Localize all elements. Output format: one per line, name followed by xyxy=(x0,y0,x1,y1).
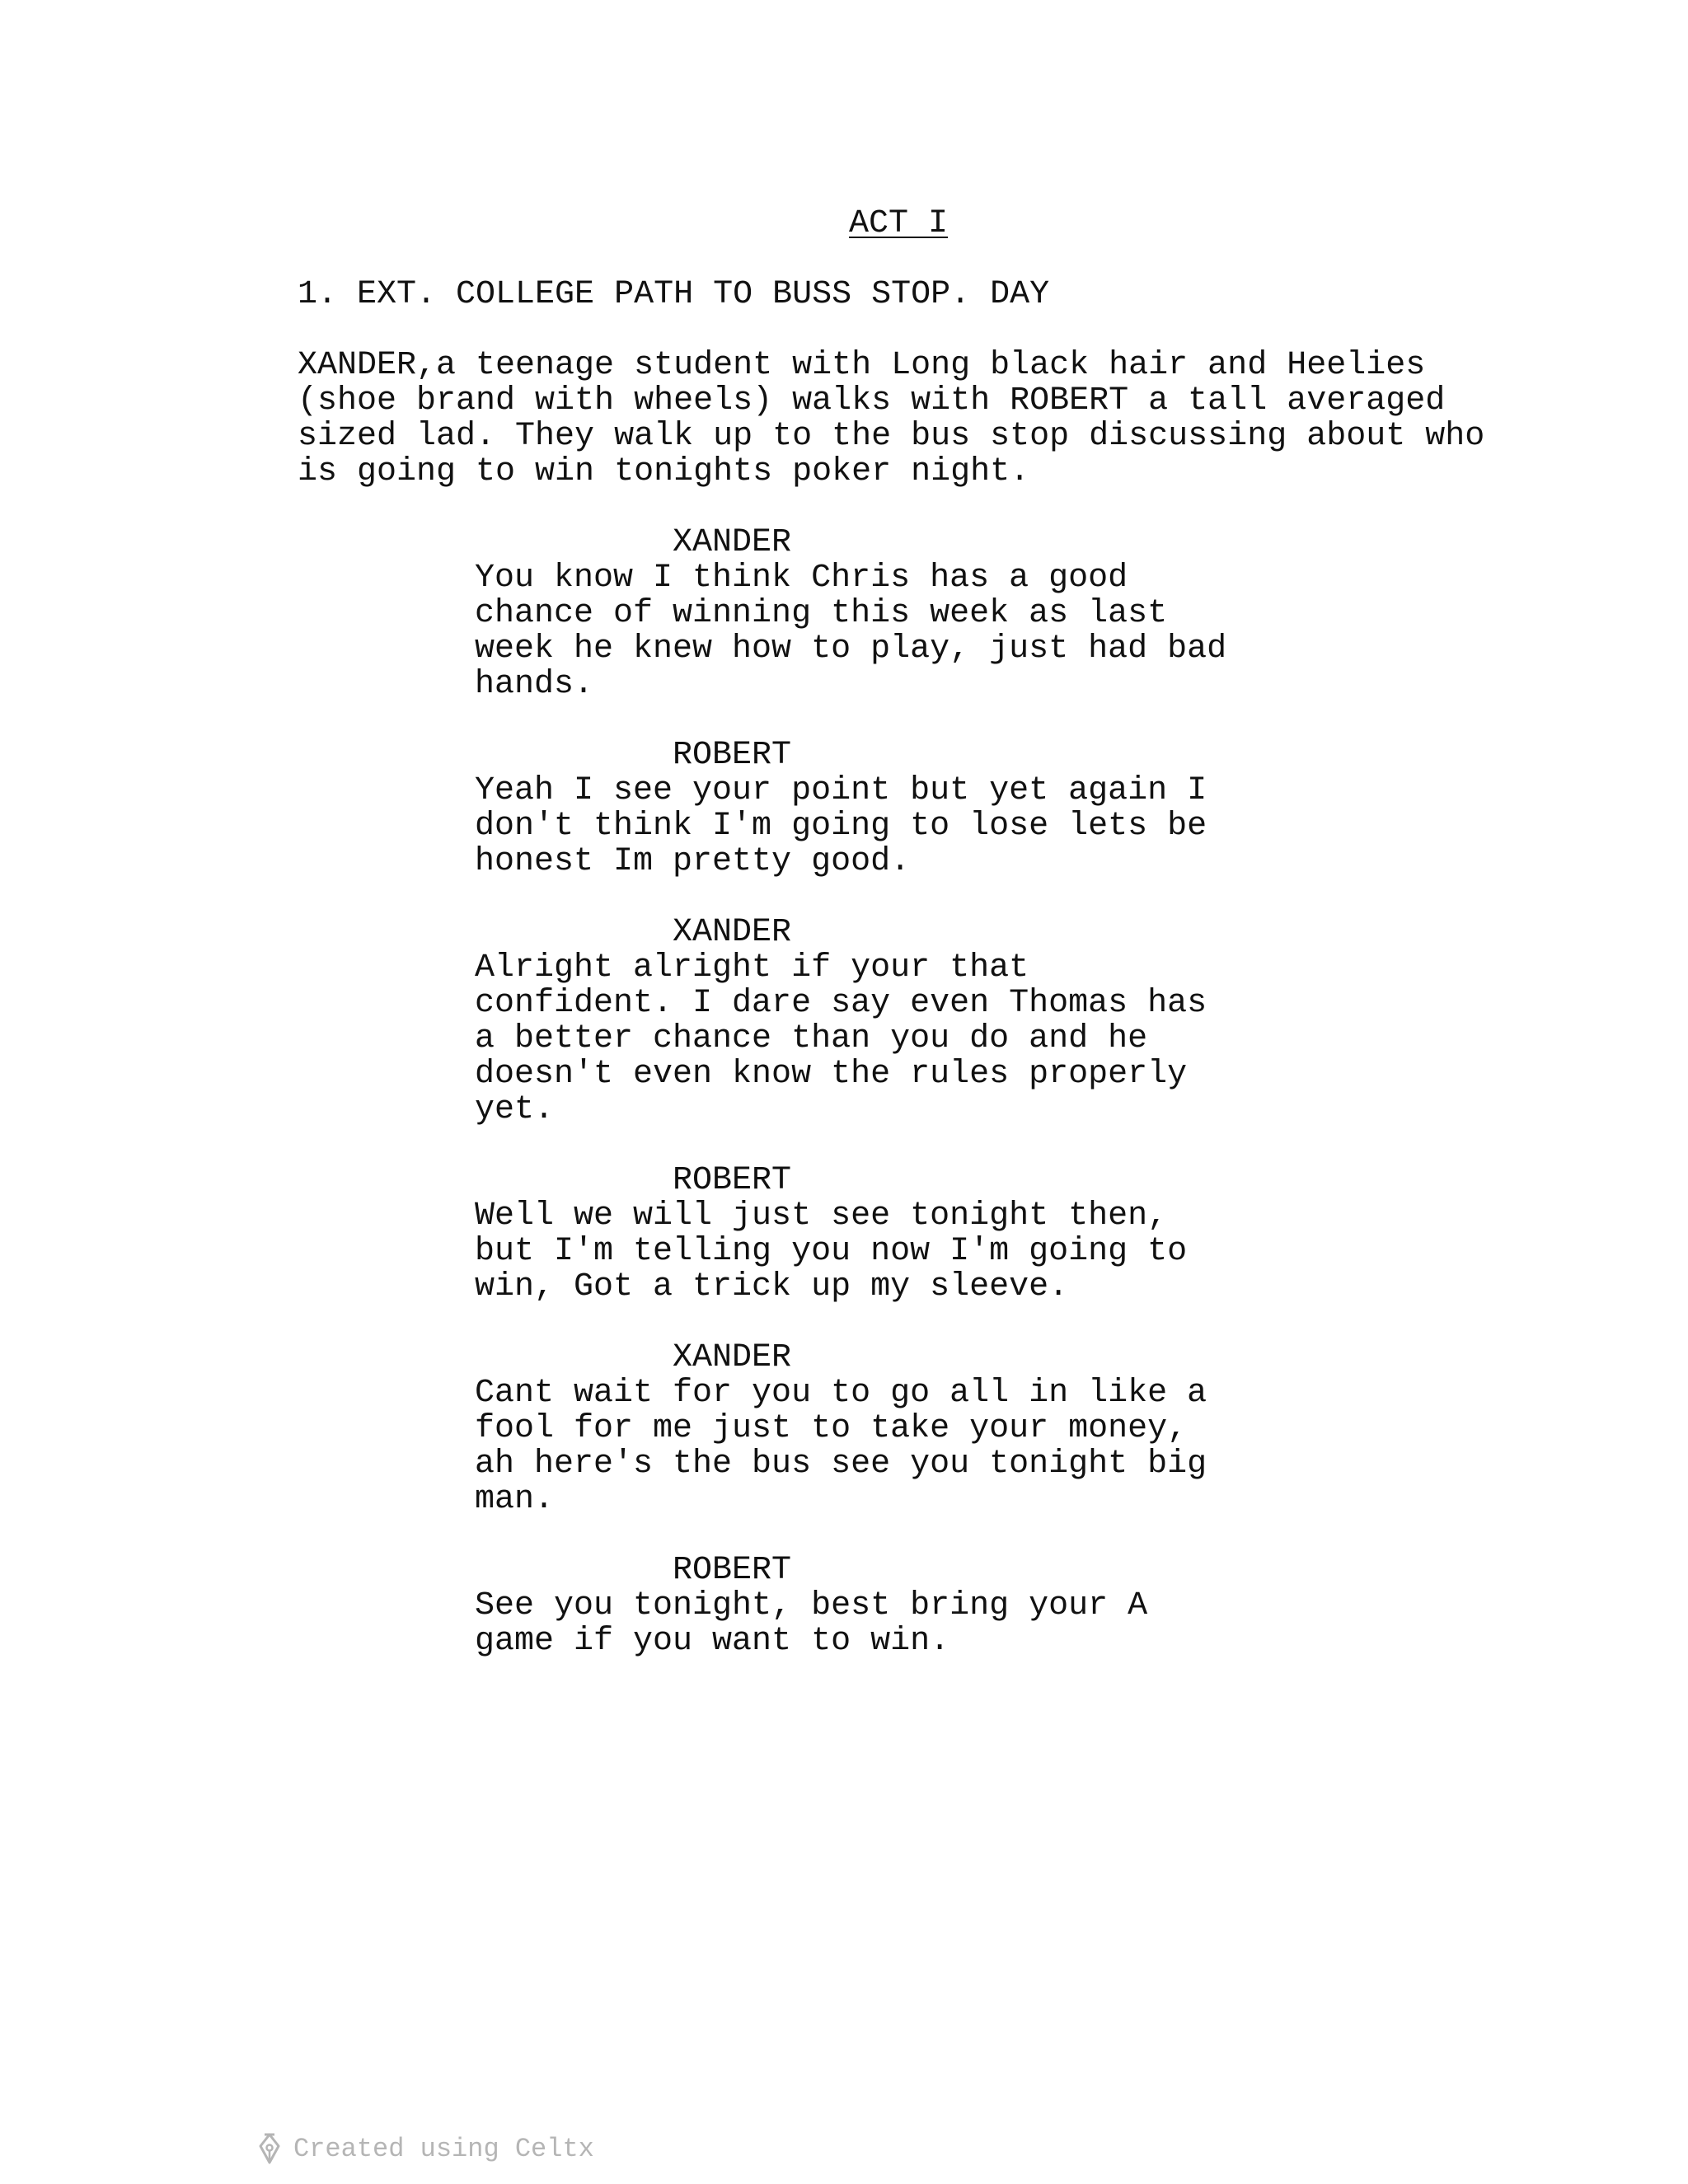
dialogue-line: confident. I dare say even Thomas has xyxy=(475,985,1207,1022)
dialogue-line: win, Got a trick up my sleeve. xyxy=(475,1268,1069,1305)
dialogue-line: honest Im pretty good. xyxy=(475,843,911,880)
dialogue-line: week he knew how to play, just had bad xyxy=(475,630,1227,668)
pen-nib-icon xyxy=(257,2132,282,2165)
dialogue-line: hands. xyxy=(475,666,594,703)
dialogue-line: game if you want to win. xyxy=(475,1623,950,1660)
action-line: sized lad. They walk up to the bus stop discussing about who xyxy=(298,418,1485,455)
dialogue-line: Well we will just see tonight then, xyxy=(475,1197,1168,1235)
dialogue-line: chance of winning this week as last xyxy=(475,595,1168,632)
character-name: XANDER xyxy=(673,914,792,951)
dialogue-line: Cant wait for you to go all in like a xyxy=(475,1375,1207,1412)
dialogue-line: don't think I'm going to lose lets be xyxy=(475,808,1207,845)
dialogue-line: See you tonight, best bring your A xyxy=(475,1587,1148,1624)
character-name: XANDER xyxy=(673,1339,792,1376)
dialogue-line: doesn't even know the rules properly xyxy=(475,1056,1188,1093)
dialogue-line: Alright alright if your that xyxy=(475,949,1029,987)
dialogue-line: You know I think Chris has a good xyxy=(475,560,1128,597)
character-name: XANDER xyxy=(673,524,792,561)
action-line: XANDER,a teenage student with Long black hair and Heelies xyxy=(298,347,1426,384)
footer xyxy=(257,2130,594,2167)
dialogue-line: fool for me just to take your money, xyxy=(475,1410,1188,1447)
dialogue-line: man. xyxy=(475,1481,555,1518)
dialogue-line: but I'm telling you now I'm going to xyxy=(475,1233,1188,1270)
dialogue-line: Yeah I see your point but yet again I xyxy=(475,772,1207,809)
footer-text: Created using Celtx xyxy=(293,2133,594,2164)
character-name: ROBERT xyxy=(673,1552,792,1589)
character-name: ROBERT xyxy=(673,1162,792,1199)
character-name: ROBERT xyxy=(673,737,792,774)
dialogue-line: ah here's the bus see you tonight big xyxy=(475,1446,1207,1483)
action-line: (shoe brand with wheels) walks with ROBERT a tall averaged xyxy=(298,382,1446,419)
dialogue-line: yet. xyxy=(475,1091,555,1128)
act-title: ACT I xyxy=(849,205,949,242)
dialogue-line: a better chance than you do and he xyxy=(475,1020,1148,1057)
scene-heading: 1. EXT. COLLEGE PATH TO BUSS STOP. DAY xyxy=(298,276,1050,313)
action-line: is going to win tonights poker night. xyxy=(298,453,1030,490)
